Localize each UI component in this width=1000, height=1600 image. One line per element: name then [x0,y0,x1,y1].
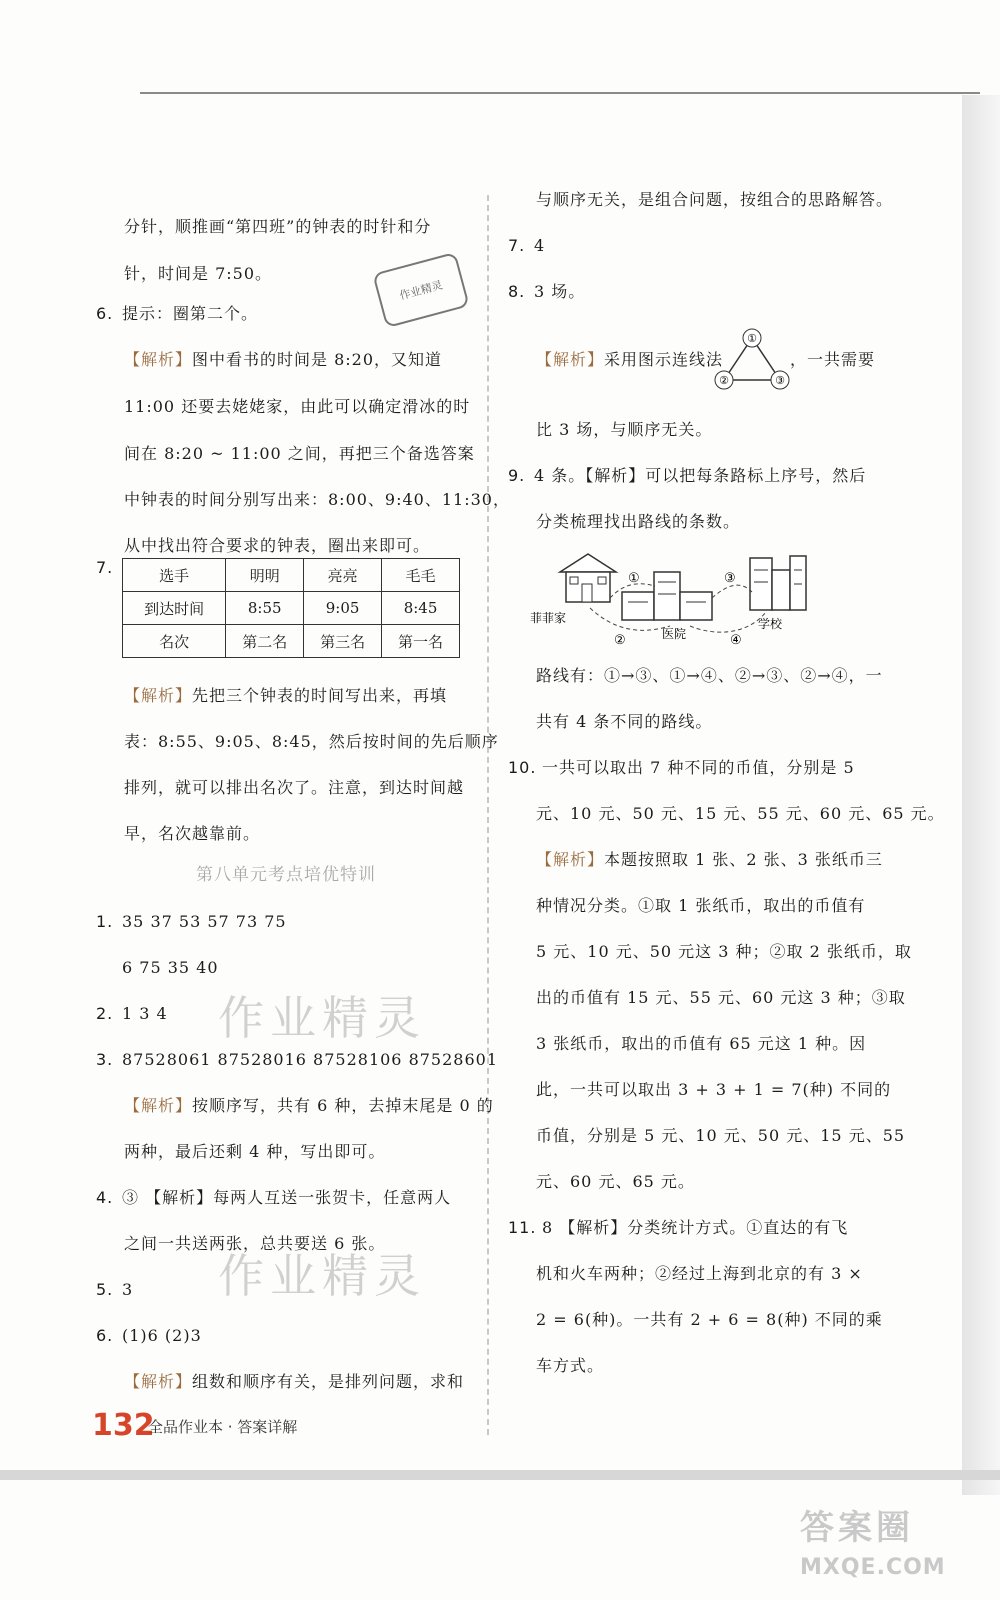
site-url: MXQE.COM [800,1555,946,1580]
analysis-line [124,350,442,370]
question-number: 5. [96,1280,114,1299]
answer-text: 87528061 87528016 87528106 87528601 [122,1050,499,1069]
answer-11 [508,1218,848,1238]
right-line: 3 张纸币，取出的币值有 65 元这 1 种。因 [536,1034,867,1053]
question-number: 4. [96,1188,114,1207]
right-line: 5 元、10 元、50 元这 3 种；②取 2 张纸币，取 [536,942,912,961]
site-watermark [800,1500,990,1590]
right-line: 共有 4 条不同的路线。 [536,712,713,731]
left-line: 早，名次越靠前。 [124,824,261,843]
answer-4 [96,1188,451,1208]
answer-text: 1 3 4 [122,1004,168,1023]
left-line: 两种，最后还剩 4 种，写出即可。 [124,1142,386,1161]
left-line: 表：8:55、9:05、8:45，然后按时间的先后顺序 [124,732,499,751]
watermark: 作业精灵 [218,1249,426,1303]
analysis-line [124,686,447,706]
question-number: 7. [508,236,526,255]
question-number: 9. [508,466,526,485]
answer-6 [96,1326,202,1346]
left-line: 针，时间是 7:50。 [124,264,273,283]
analysis-line [124,1372,464,1392]
question-number: 10. [508,758,537,777]
hospital-label: 医院 [662,627,687,641]
question-number: 11. [508,1218,537,1237]
analysis-tag: 【解析】 [124,686,193,705]
answer-2 [96,1004,168,1024]
right-line: 元、60 元、65 元。 [536,1172,695,1191]
right-line: 币值，分别是 5 元、10 元、50 元、15 元、55 [536,1126,906,1145]
question-number: 1. [96,912,114,931]
analysis-tag: 【解析】 [536,350,605,369]
table-cell: 第三名 [304,625,382,658]
analysis-text: 本题按照取 1 张、2 张、3 张纸币三 [604,850,883,869]
right-line: ，一共需要 [790,350,876,369]
question-number: 6. [96,1326,114,1345]
left-line: 排列，就可以排出名次了。注意，到达时间越 [124,778,465,797]
analysis-tag: 【解析】 [536,850,605,869]
question-number: 7. [96,558,114,577]
left-line: 分针，顺推画“第四班”的钟表的时针和分 [124,217,432,236]
right-line: 路线有：①→③、①→④、②→③、②→④，一 [536,666,883,685]
left-line: 间在 8:20 ~ 11:00 之间，再把三个备选答案 [124,444,475,463]
question-6 [96,304,258,324]
answer-text: ③ 【解析】每两人互送一张贺卡，任意两人 [122,1188,452,1207]
answer-text: 3 [122,1280,134,1299]
right-line: 与顺序无关，是组合问题，按组合的思路解答。 [536,190,894,209]
site-logo-text: 答案圈 [800,1508,914,1548]
right-line: 2 = 6(种)。一共有 2 + 6 = 8(种) 不同的乘 [536,1310,883,1329]
answer-text: 4 [534,236,546,255]
analysis-tag: 【解析】 [124,1372,193,1391]
answer-text: 35 37 53 57 73 75 [122,912,287,931]
home-label: 菲菲家 [530,611,567,625]
table-cell: 第一名 [382,625,460,658]
right-line: 机和火车两种；②经过上海到北京的有 3 × [536,1264,863,1283]
question-text: 提示：圈第二个。 [122,304,259,323]
column-divider [487,195,489,1435]
top-rule [140,92,980,94]
triangle-diagram [712,326,792,394]
analysis-line [124,1096,494,1116]
question-number: 2. [96,1004,114,1023]
page-edge [962,95,1000,1495]
section-title: 第八单元考点培优特训 [196,865,376,885]
right-line: 种情况分类。①取 1 张纸币，取出的币值有 [536,896,866,915]
route-label: ④ [730,633,742,648]
answer-text: 8 【解析】分类统计方式。①直达的有飞 [542,1218,849,1237]
stamp-logo: 作业精灵 [372,252,470,328]
answer-8 [508,282,585,302]
left-line: 6 75 35 40 [122,958,219,977]
left-line: 之间一共送两张，总共要送 6 张。 [124,1234,386,1253]
school-label: 学校 [758,617,783,631]
right-line: 出的币值有 15 元、55 元、60 元这 3 种；③取 [536,988,906,1007]
answer-text: 一共可以取出 7 种不同的币值，分别是 5 [542,758,855,777]
analysis-text: 采用图示连线法 [604,350,724,369]
left-line: 中钟表的时间分别写出来：8:00、9:40、11:30， [124,490,510,509]
answer-text: (1)6 (2)3 [122,1326,202,1345]
table-cell: 8:55 [226,592,304,625]
analysis-text: 先把三个钟表的时间写出来，再填 [192,686,448,705]
right-line: 此，一共可以取出 3 + 3 + 1 = 7(种) 不同的 [536,1080,892,1099]
right-line: 元、10 元、50 元、15 元、55 元、60 元、65 元。 [536,804,945,823]
table-cell: 8:45 [382,592,460,625]
house-icon [560,554,616,602]
answer-1 [96,912,287,932]
table-header-cell: 毛毛 [382,559,460,592]
node-label: ② [719,374,729,387]
left-line: 从中找出符合要求的钟表，圈出来即可。 [124,536,431,555]
table-header-cell: 明明 [226,559,304,592]
table-cell: 第二名 [226,625,304,658]
watermark: 作业精灵 [218,991,426,1045]
analysis-text: 组数和顺序有关，是排列问题，求和 [192,1372,465,1391]
table-cell: 到达时间 [123,592,226,625]
right-line: 车方式。 [536,1356,605,1375]
question-number: 6. [96,304,114,323]
answer-5 [96,1280,133,1300]
route-label: ② [614,633,626,648]
ranking-table [122,558,460,658]
question-number: 3. [96,1050,114,1069]
answer-text: 4 条。【解析】可以把每条路标上序号，然后 [534,466,867,485]
route-label: ③ [724,571,736,586]
table-row [123,592,460,625]
footer-title: 全品作业本 · 答案详解 [148,1418,298,1436]
analysis-tag: 【解析】 [124,350,193,369]
analysis-text: 按顺序写，共有 6 种，去掉末尾是 0 的 [192,1096,494,1115]
answer-10 [508,758,855,778]
answer-text: 3 场。 [534,282,586,301]
page-number: 132 [92,1408,155,1443]
answer-9 [508,466,866,486]
question-7 [96,558,122,578]
school-icon [750,556,806,610]
bottom-band [0,1470,1000,1480]
table-cell: 9:05 [304,592,382,625]
table-cell: 名次 [123,625,226,658]
route-label: ① [628,571,640,586]
route-map [530,552,820,648]
analysis-line [536,850,883,870]
table-header-cell: 选手 [123,559,226,592]
node-label: ① [747,332,757,345]
right-line: 比 3 场，与顺序无关。 [536,420,713,439]
question-number: 8. [508,282,526,301]
table-row [123,625,460,658]
analysis-line [536,350,723,370]
analysis-tag: 【解析】 [124,1096,193,1115]
answer-7 [508,236,545,256]
right-line: 分类梳理找出路线的条数。 [536,512,741,531]
table-header-cell: 亮亮 [304,559,382,592]
table-row [123,559,460,592]
route-line [712,585,752,598]
answer-3 [96,1050,498,1070]
analysis-text: 图中看书的时间是 8:20，又知道 [192,350,443,369]
node-label: ③ [775,374,785,387]
left-line: 11:00 还要去姥姥家，由此可以确定滑冰的时 [124,397,471,416]
